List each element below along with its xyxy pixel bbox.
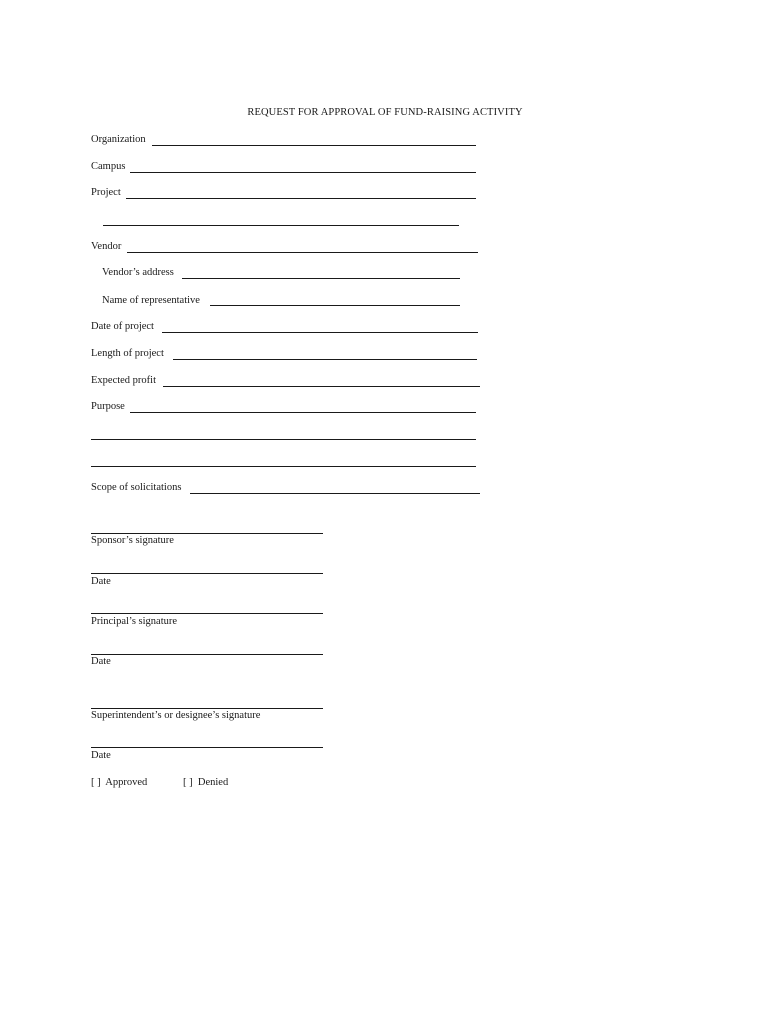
organization-label: Organization — [91, 134, 146, 145]
representative-name-label: Name of representative — [102, 295, 200, 306]
vendors-address-label: Vendor’s address — [102, 267, 174, 278]
vendor-label: Vendor — [91, 241, 122, 252]
denied-checkbox[interactable]: [ ] Denied — [183, 777, 229, 788]
date-of-project-label: Date of project — [91, 321, 154, 332]
purpose-field-line-3[interactable] — [91, 466, 476, 467]
superintendent-date-label: Date — [91, 750, 111, 761]
expected-profit-field[interactable] — [163, 386, 480, 387]
sponsor-date-label: Date — [91, 576, 111, 587]
purpose-label: Purpose — [91, 401, 125, 412]
principal-signature-line[interactable] — [91, 613, 323, 614]
superintendent-date-line[interactable] — [91, 747, 323, 748]
superintendent-signature-label: Superintendent’s or designee’s signature — [91, 710, 261, 721]
scope-of-solicitations-label: Scope of solicitations — [91, 482, 182, 493]
purpose-field-line-2[interactable] — [91, 439, 476, 440]
project-label: Project — [91, 187, 121, 198]
sponsor-signature-label: Sponsor’s signature — [91, 535, 174, 546]
project-field[interactable] — [126, 198, 476, 199]
vendors-address-field[interactable] — [182, 278, 460, 279]
principal-signature-label: Principal’s signature — [91, 616, 178, 627]
principal-date-label: Date — [91, 656, 111, 667]
expected-profit-label: Expected profit — [91, 375, 157, 386]
campus-field[interactable] — [130, 172, 476, 173]
superintendent-signature-line[interactable] — [91, 708, 323, 709]
form-title: REQUEST FOR APPROVAL OF FUND-RAISING ACTIVITY — [247, 107, 523, 118]
campus-label: Campus — [91, 161, 126, 172]
vendor-field[interactable] — [127, 252, 478, 253]
representative-name-field[interactable] — [210, 305, 460, 306]
scope-of-solicitations-field[interactable] — [190, 493, 480, 494]
sponsor-date-line[interactable] — [91, 573, 323, 574]
project-field-continued[interactable] — [103, 225, 459, 226]
length-of-project-field[interactable] — [173, 359, 477, 360]
sponsor-signature-line[interactable] — [91, 533, 323, 534]
purpose-field[interactable] — [130, 412, 476, 413]
length-of-project-label: Length of project — [91, 348, 164, 359]
organization-field[interactable] — [152, 145, 476, 146]
date-of-project-field[interactable] — [162, 332, 478, 333]
principal-date-line[interactable] — [91, 654, 323, 655]
approved-checkbox[interactable]: [ ] Approved — [91, 777, 148, 788]
